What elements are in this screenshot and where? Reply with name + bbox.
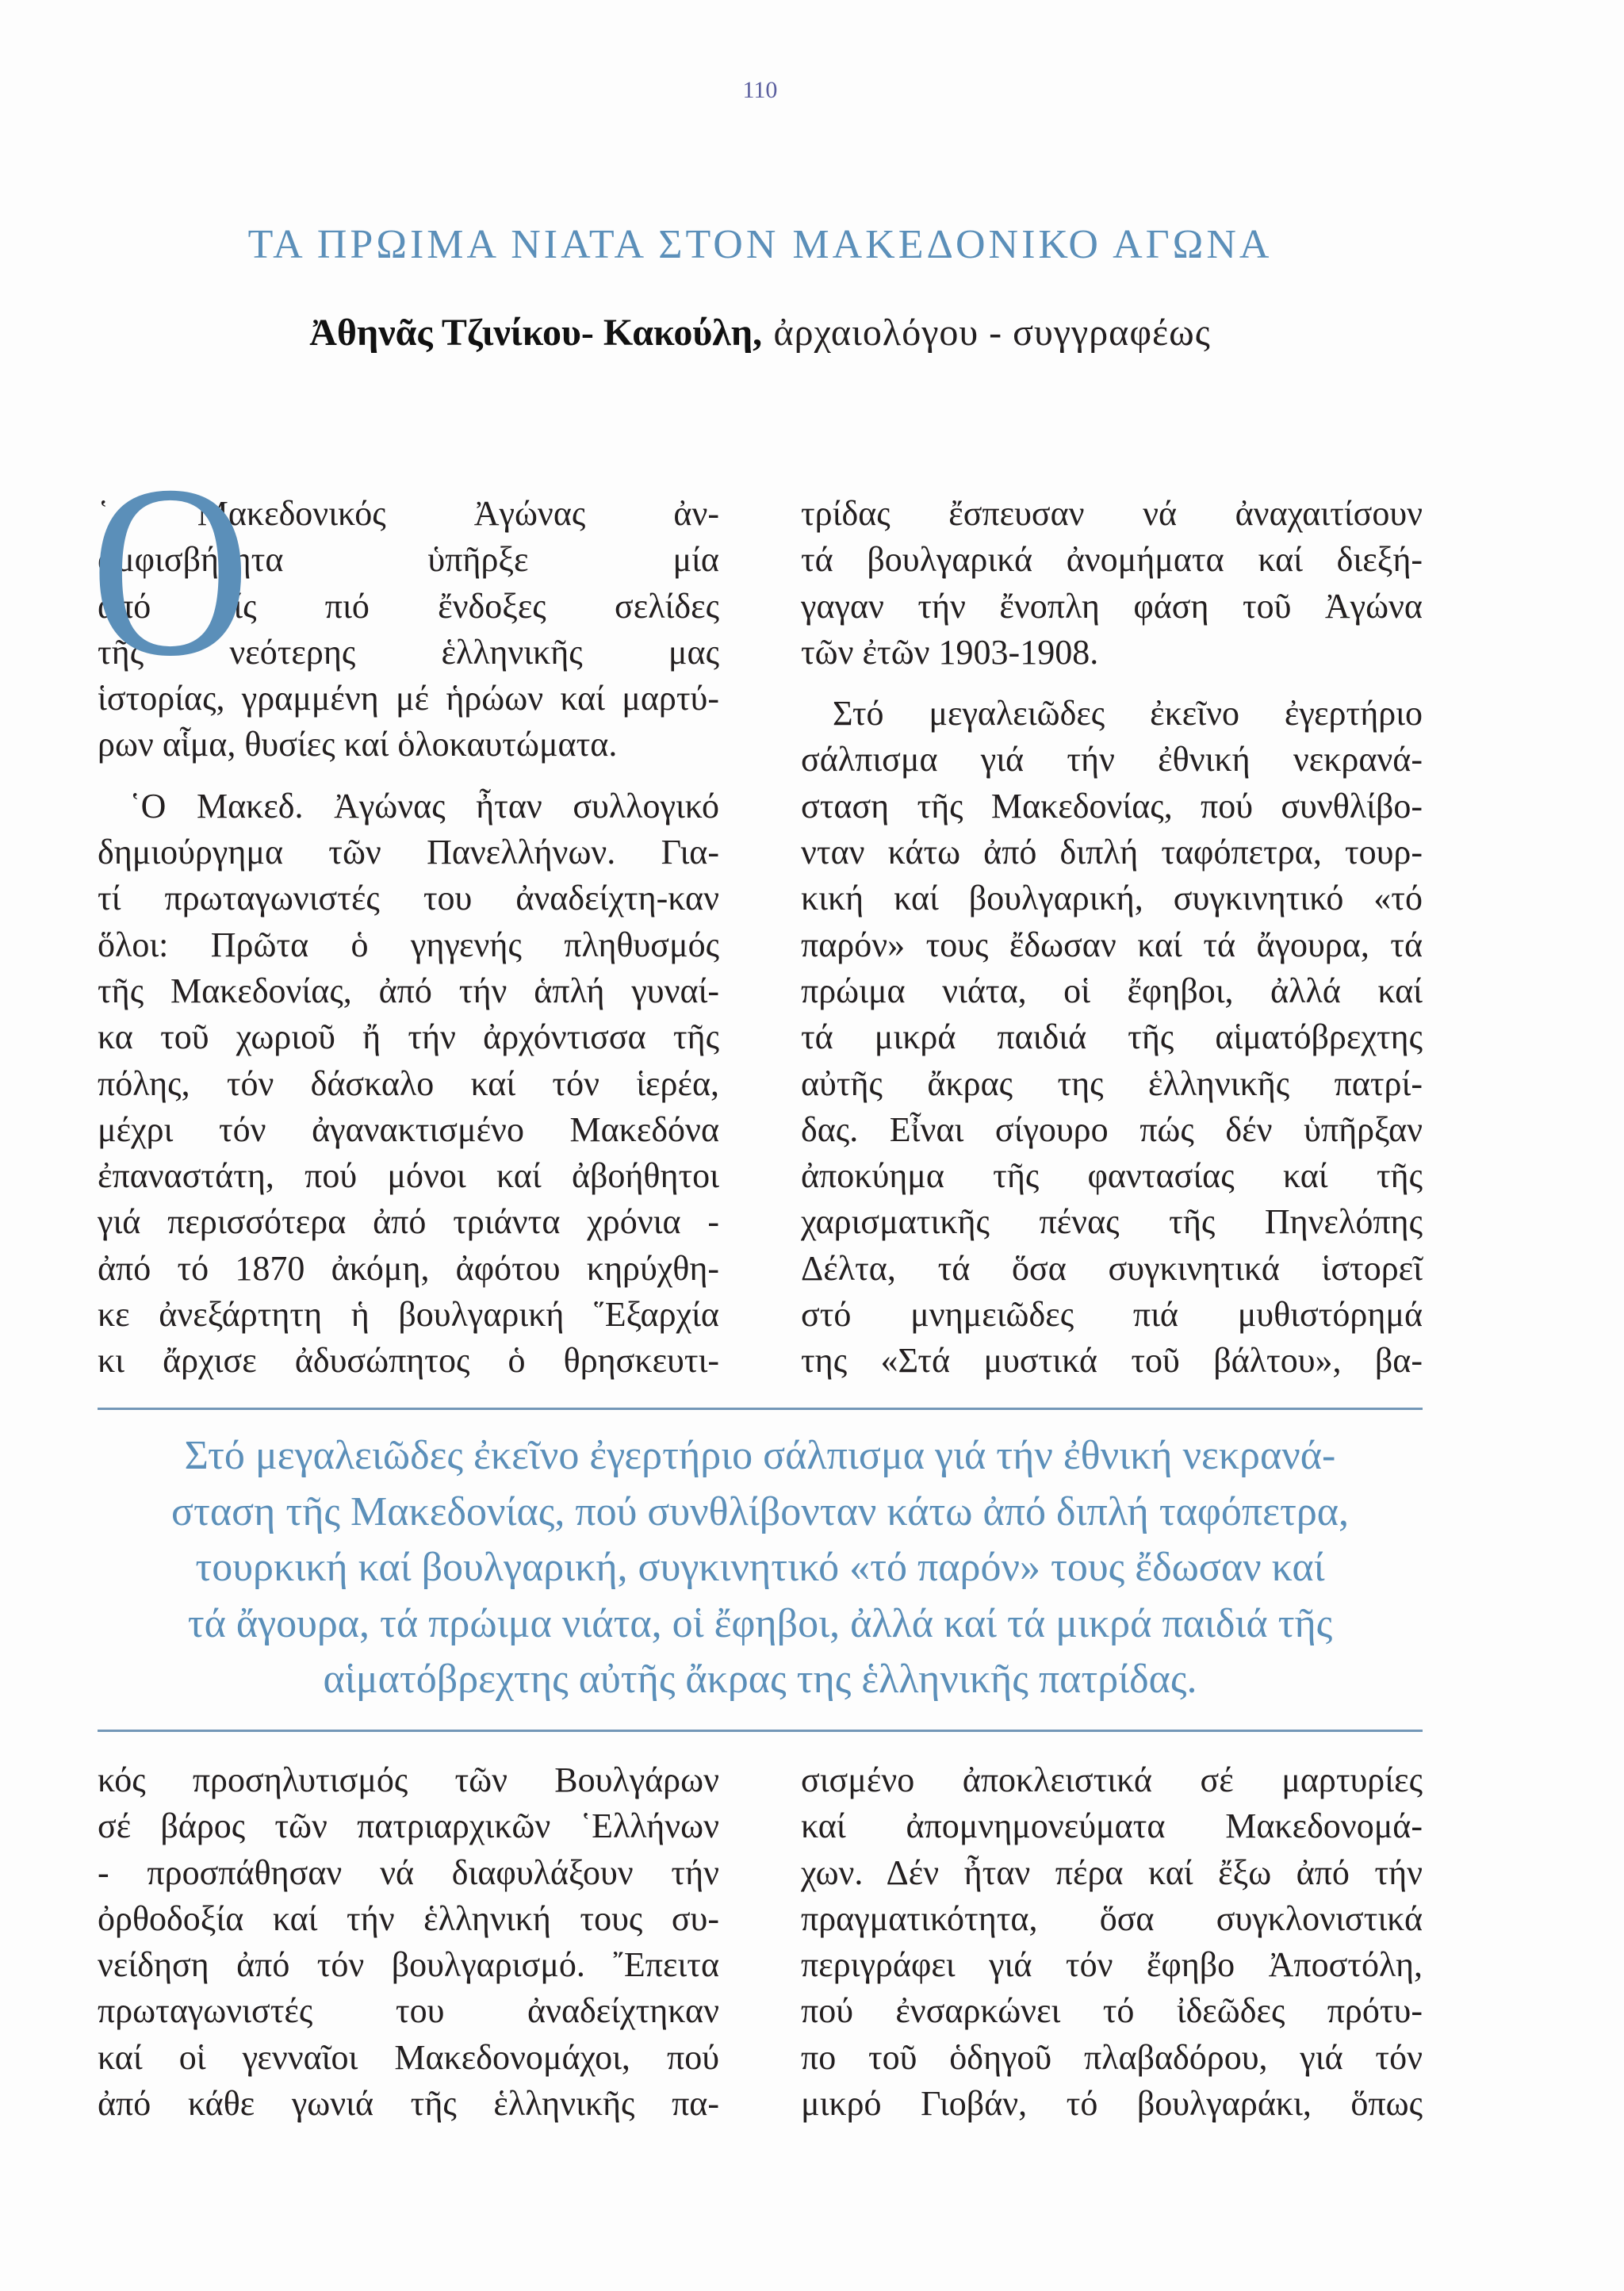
text-line: γιά περισσότερα ἀπό τριάντα χρόνια -: [98, 1202, 719, 1242]
article-title: ΤΑ ΠΡΩΙΜΑ ΝΙΑΤΑ ΣΤΟΝ ΜΑΚΕΔΟΝΙΚΟ ΑΓΩΝΑ: [247, 222, 1273, 267]
text-line: χων. Δέν ἦταν πέρα καί ἔξω ἀπό τήν: [801, 1852, 1423, 1892]
text-line: ἀποκύημα τῆς φαντασίας καί τῆς: [801, 1156, 1423, 1196]
text-line: νείδηση ἀπό τόν βουλγαρισμό. ῎Επειτα: [98, 1945, 719, 1985]
text-line: σέ βάρος τῶν πατριαρχικῶν ῾Ελλήνων: [98, 1806, 719, 1846]
article-column-top-left: [90, 435, 719, 1385]
text-line: δημιούργημα τῶν Πανελλήνων. Για-: [98, 833, 719, 872]
text-line: πο τοῦ ὁδηγοῦ πλαβαδόρου, γιά τόν: [801, 2037, 1423, 2077]
text-line: πρωταγωνιστές του ἀναδείχτηκαν: [98, 1991, 719, 2031]
text-line: τῶν ἐτῶν 1903-1908.: [801, 632, 1099, 672]
text-line: μέχρι τόν ἀγανακτισμένο Μακεδόνα: [98, 1109, 719, 1149]
page-number: 110: [742, 77, 778, 103]
text-line: ὅλοι: Πρῶτα ὁ γηγενής πληθυσμός: [98, 925, 719, 964]
text-line: καί οἱ γενναῖοι Μακεδονομάχοι, πού: [98, 2037, 719, 2077]
text-line: τά μικρά παιδιά τῆς αἱματόβρεχτης: [801, 1017, 1423, 1057]
text-line: νταν κάτω ἀπό διπλή ταφόπετρα, τουρ-: [801, 833, 1423, 872]
text-line: δας. Εἶναι σίγουρο πώς δέν ὑπῆρξαν: [801, 1109, 1423, 1149]
text-line: μικρό Γιοβάν, τό βουλγαράκι, ὅπως: [801, 2084, 1423, 2124]
text-line: ἀπό τίς πιό ἔνδοξες σελίδες: [98, 586, 719, 626]
text-line: τῆς Μακεδονίας, ἀπό τήν ἁπλή γυναί-: [98, 971, 719, 1010]
paragraph: [98, 1757, 719, 2127]
text-line: πόλης, τόν δάσκαλο καί τόν ἱερέα,: [98, 1063, 719, 1103]
paragraph: [98, 783, 719, 1385]
article-column-top-right: [801, 491, 1423, 1385]
text-line: ἀπό κάθε γωνιά τῆς ἑλληνικῆς πα-: [98, 2084, 719, 2124]
pull-quote-line: αἱματόβρεχτης αὐτῆς ἄκρας της ἑλληνικῆς πατρίδας.: [323, 1657, 1197, 1702]
text-line: της «Στά μυστικά τοῦ βάλτου», βα-: [801, 1341, 1423, 1381]
text-line: τά βουλγαρικά ἀνομήματα καί διεξή-: [801, 540, 1423, 580]
text-line: κα τοῦ χωριοῦ ἤ τήν ἀρχόντισσα τῆς: [98, 1017, 719, 1057]
pull-quote-line: τά ἄγουρα, τά πρώιμα νιάτα, οἱ ἔφηβοι, ἀλλά καί τά μικρά παιδιά τῆς: [187, 1600, 1333, 1646]
text-line: Στό μεγαλειῶδες ἐκεῖνο ἐγερτήριο: [833, 694, 1423, 734]
pull-quote-bottom-rule: [98, 1730, 1423, 1732]
text-line: ῾ Μακεδονικός Ἀγώνας ἀν-: [98, 494, 719, 533]
pull-quote-line: σταση τῆς Μακεδονίας, πού συνθλίβονταν κάτω ἀπό διπλή ταφόπετρα,: [170, 1488, 1350, 1534]
pull-quote-line: Στό μεγαλειῶδες ἐκεῖνο ἐγερτήριο σάλπισμα γιά τήν ἐθνική νεκρανά-: [184, 1433, 1336, 1478]
text-line: σάλπισμα γιά τήν ἐθνική νεκρανά-: [801, 740, 1423, 780]
text-line: - προσπάθησαν νά διαφυλάξουν τήν: [98, 1852, 719, 1892]
text-line: αὐτῆς ἄκρας της ἑλληνικῆς πατρί-: [801, 1063, 1423, 1103]
text-line: ῾Ο Μακεδ. Ἀγώνας ἦταν συλλογικό: [129, 786, 719, 826]
text-line: πραγματικότητα, ὅσα συγκλονιστικά: [801, 1898, 1423, 1938]
article-column-bottom-right: [801, 1757, 1423, 2127]
text-line: ρων αἷμα, θυσίες καί ὁλοκαυτώματα.: [98, 725, 618, 764]
text-line: κι ἄρχισε ἀδυσώπητος ὁ θρησκευτι-: [98, 1341, 719, 1381]
text-line: ἱστορίας, γραμμένη μέ ἡρώων καί μαρτύ-: [98, 679, 719, 718]
text-line: Δέλτα, τά ὅσα συγκινητικά ἱστορεῖ: [801, 1248, 1423, 1288]
text-line: σισμένο ἀποκλειστικά σέ μαρτυρίες: [801, 1760, 1423, 1799]
text-line: τρίδας ἔσπευσαν νά ἀναχαιτίσουν: [801, 494, 1423, 533]
text-line: τί πρωταγωνιστές του ἀναδείχτη-καν: [98, 879, 719, 918]
text-line: ὀρθοδοξία καί τήν ἑλληνική τους συ-: [98, 1898, 719, 1938]
text-line: σταση τῆς Μακεδονίας, πού συνθλίβο-: [801, 786, 1423, 826]
pull-quote-top-rule: [98, 1408, 1423, 1410]
text-line: κε ἀνεξάρτητη ἡ βουλγαρική ῞Εξαρχία: [98, 1295, 719, 1335]
text-line: ἀπό τό 1870 ἀκόμη, ἀφότου κηρύχθη-: [98, 1248, 719, 1288]
pull-quote: [98, 1428, 1423, 1708]
text-line: τῆς νεότερης ἑλληνικῆς μας: [98, 632, 719, 672]
byline: [98, 309, 1423, 357]
byline-role: ἀρχαιολόγου - συγγραφέως: [773, 312, 1211, 354]
text-line: πού ἐνσαρκώνει τό ἰδεῶδες πρότυ-: [801, 1991, 1423, 2031]
paragraph: [801, 491, 1423, 676]
drop-cap: Ο: [90, 435, 251, 707]
text-line: καί ἀπομνημονεύματα Μακεδονομά-: [801, 1806, 1423, 1846]
text-line: κική καί βουλγαρική, συγκινητικό «τό: [801, 879, 1423, 918]
article-column-bottom-left: [98, 1757, 719, 2127]
text-line: γαγαν τήν ἔνοπλη φάση τοῦ Ἀγώνα: [801, 586, 1423, 626]
paragraph: [801, 691, 1423, 1384]
text-line: πρώιμα νιάτα, οἱ ἔφηβοι, ἀλλά καί: [801, 971, 1423, 1010]
pull-quote-line: τουρκική καί βουλγαρική, συγκινητικό «τό παρόν» τους ἔδωσαν καί: [195, 1545, 1325, 1590]
text-line: περιγράφει γιά τόν ἔφηβο Ἀποστόλη,: [801, 1945, 1423, 1985]
text-line: παρόν» τους ἔδωσαν καί τά ἄγουρα, τά: [801, 925, 1423, 964]
text-line: στό μνημειῶδες πιά μυθιστόρημά: [801, 1295, 1423, 1335]
text-line: κός προσηλυτισμός τῶν Βουλγάρων: [98, 1760, 719, 1799]
text-line: ἐπαναστάτη, πού μόνοι καί ἀβοήθητοι: [98, 1156, 719, 1196]
text-line: αμφισβήτητα ὑπῆρξε μία: [98, 540, 719, 580]
byline-author: Ἀθηνᾶς Τζινίκου- Κακούλη,: [309, 312, 763, 354]
paragraph: [801, 1757, 1423, 2127]
text-line: χαρισματικῆς πένας τῆς Πηνελόπης: [801, 1202, 1423, 1242]
